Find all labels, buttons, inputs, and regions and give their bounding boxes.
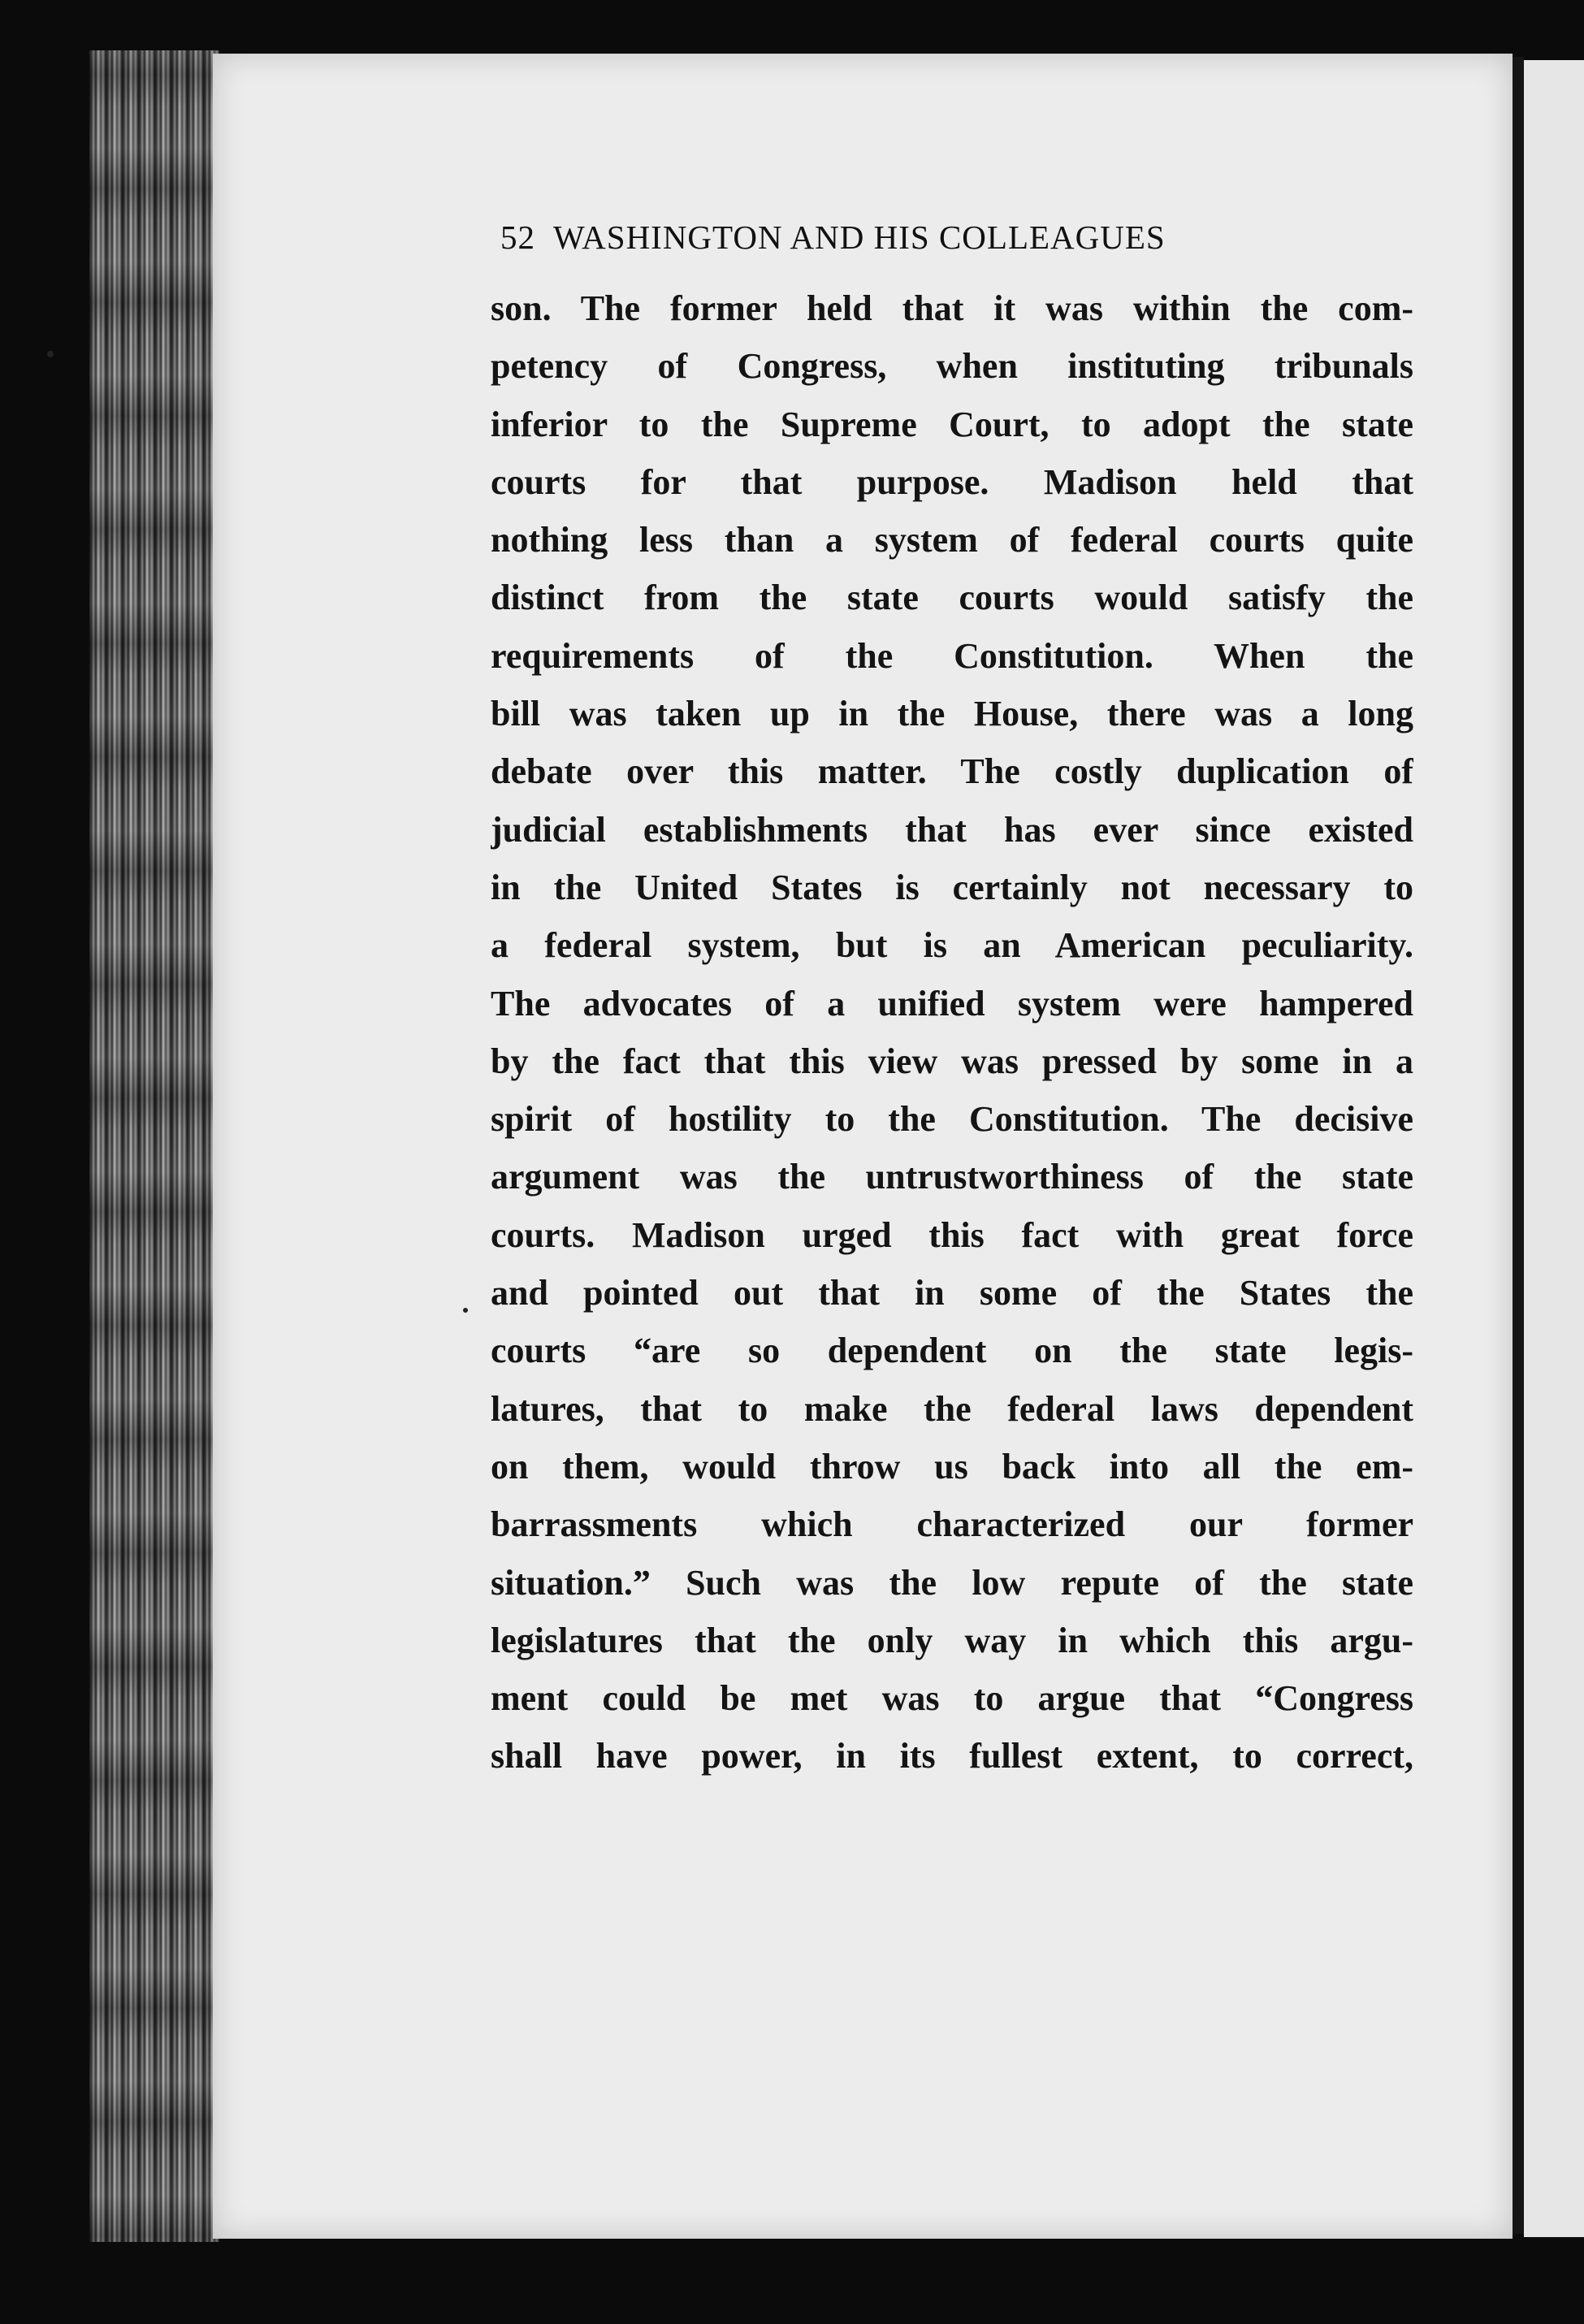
text-line: on them, would throw us back into all the em- <box>491 1446 1413 1487</box>
text-line: situation.” Such was the low repute of the state <box>491 1562 1413 1603</box>
text-line: a federal system, but is an American peculiarity. <box>491 925 1413 966</box>
text-line: by the fact that this view was pressed by some in a <box>491 1041 1413 1081</box>
text-line: requirements of the Constitution. When the <box>491 635 1413 676</box>
text-line: bill was taken up in the House, there was a long <box>491 694 1413 734</box>
text-line: judicial establishments that has ever since existed <box>491 809 1413 850</box>
page-number: 52 <box>500 219 535 256</box>
text-line: son. The former held that it was within the com- <box>491 288 1413 328</box>
running-head <box>500 218 1386 257</box>
text-line: courts. Madison urged this fact with great force <box>491 1214 1413 1255</box>
adjacent-page-edge <box>1524 60 1584 2237</box>
text-line: barrassments which characterized our former <box>491 1504 1413 1545</box>
text-line: The advocates of a unified system were hampered <box>491 983 1413 1024</box>
text-line: legislatures that the only way in which this argu- <box>491 1620 1413 1660</box>
text-line: spirit of hostility to the Constitution. The decisive <box>491 1099 1413 1140</box>
text-line: ment could be met was to argue that “Congress <box>491 1678 1413 1719</box>
text-line: in the United States is certainly not necessary to <box>491 867 1413 907</box>
scan-speck <box>463 1308 468 1313</box>
text-line: inferior to the Supreme Court, to adopt the state <box>491 404 1413 444</box>
text-line: latures, that to make the federal laws dependent <box>491 1388 1413 1429</box>
text-line: shall have power, in its fullest extent, to correct, <box>491 1736 1413 1777</box>
text-line: argument was the untrustworthiness of the state <box>491 1157 1413 1197</box>
text-line: distinct from the state courts would satisfy the <box>491 578 1413 618</box>
text-line: courts for that purpose. Madison held that <box>491 461 1413 502</box>
page-gutter <box>1513 57 1524 2234</box>
text-line: petency of Congress, when instituting tribunals <box>491 346 1413 387</box>
text-line: courts “are so dependent on the state legis- <box>491 1331 1413 1371</box>
running-title: WASHINGTON AND HIS COLLEAGUES <box>553 219 1166 256</box>
text-line: nothing less than a system of federal courts quite <box>491 520 1413 560</box>
scan-bottom-border <box>81 2242 1584 2324</box>
page-edge-stack <box>89 50 219 2268</box>
text-line: and pointed out that in some of the States the <box>491 1273 1413 1313</box>
scan-speck <box>47 351 54 357</box>
text-line: debate over this matter. The costly duplication of <box>491 751 1413 792</box>
body-text <box>491 279 1413 1785</box>
